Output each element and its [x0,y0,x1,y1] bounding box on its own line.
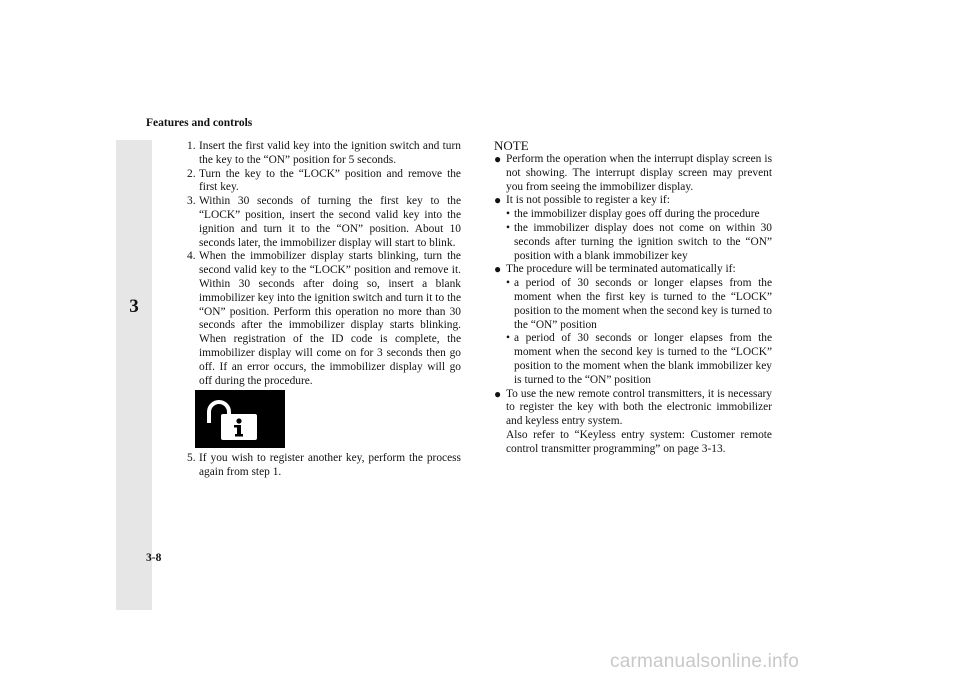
step-1 [187,140,461,168]
note-text: Perform the operation when the interrupt display screen is not showing. The interrupt display screen may prevent you from seeing the immobilizer display. [506,153,772,193]
step-text: Within 30 seconds of turning the first key to the “LOCK” position, insert the second valid key into the ignition and turn it to the “ON” position. About 10 seconds later, the immobilizer display will start to blink. [199,195,461,249]
chapter-tab [116,140,152,610]
note-bullet-3 [494,263,772,387]
step-5 [187,452,461,480]
step-text: When the immobilizer display starts blinking, turn the second valid key to the “LOCK” position and remove it. Within 30 seconds after doing so, insert a blank immobilizer key into the ignition switch and turn it to the “ON” position. Perform this operation no more than 30 seconds after the immobilizer display starts blinking. When registration of the ID code is complete, the immobilizer display will come on for 3 seconds then go off. If an error occurs, the immobilizer display will go off during the procedure. [199,250,461,387]
note-sub-text: a period of 30 seconds or longer elapses from the moment when the first key is turned to the “LOCK” position to the moment when the second key is turned to the “ON” position [514,277,772,331]
note-column [494,139,772,457]
note-bullet-4 [494,388,772,457]
step-text: Turn the key to the “LOCK” position and remove the first key. [199,167,461,194]
immobilizer-display-illustration [195,390,285,448]
note-sub-text: the immobilizer display goes off during the procedure [514,208,760,221]
step-number: 1. [187,140,196,152]
watermark: carmanualsonline.info [610,651,800,672]
section-header: Features and controls [146,117,253,129]
bullet-icon: ● [494,262,502,277]
note-title: NOTE [494,138,529,153]
note-text: To use the new remote control transmitters, it is necessary to register the key with both the electronic immobilizer and keyless entry system. [506,387,772,428]
procedure-column [187,140,461,480]
note-sub-item [506,332,772,387]
sub-bullet-icon: • [506,221,510,234]
step-number: 3. [187,195,196,208]
step-4 [187,250,461,388]
chapter-number: 3 [129,296,139,317]
note-sub-item [506,222,772,263]
step-text: If you wish to register another key, perform the process again from step 1. [199,452,461,479]
page-number: 3-8 [146,552,162,564]
note-sub-text: a period of 30 seconds or longer elapses from the moment when the second key is turned to the “LOCK” position to the moment when the blank immobilizer key is turned to the “ON” position [514,332,772,386]
immobilizer-lock-icon [205,397,275,443]
step-number: 2. [187,167,196,180]
sub-bullet-icon: • [506,277,510,290]
sub-bullet-icon: • [506,332,510,345]
bullet-icon: ● [494,152,502,166]
step-3 [187,195,461,250]
bullet-icon: ● [494,386,502,401]
note-sub-item [506,277,772,332]
note-text: The procedure will be terminated automatically if: [506,263,736,276]
note-text: It is not possible to register a key if: [506,194,670,207]
step-number: 5. [187,452,196,465]
step-text: Insert the first valid key into the ignition switch and turn the key to the “ON” position for 5 seconds. [199,140,461,166]
note-bullet-2 [494,194,772,263]
note-text: Also refer to “Keyless entry system: Customer remote control transmitter programming” on page 3-13. [506,428,772,455]
bullet-icon: ● [494,193,502,208]
note-sub-item [506,208,772,222]
step-2 [187,168,461,196]
step-number: 4. [187,250,196,263]
note-bullet-1 [494,153,772,194]
sub-bullet-icon: • [506,208,510,221]
note-sub-text: the immobilizer display does not come on within 30 seconds after turning the ignition switch to the “ON” position with a blank immobilizer key [514,221,772,262]
